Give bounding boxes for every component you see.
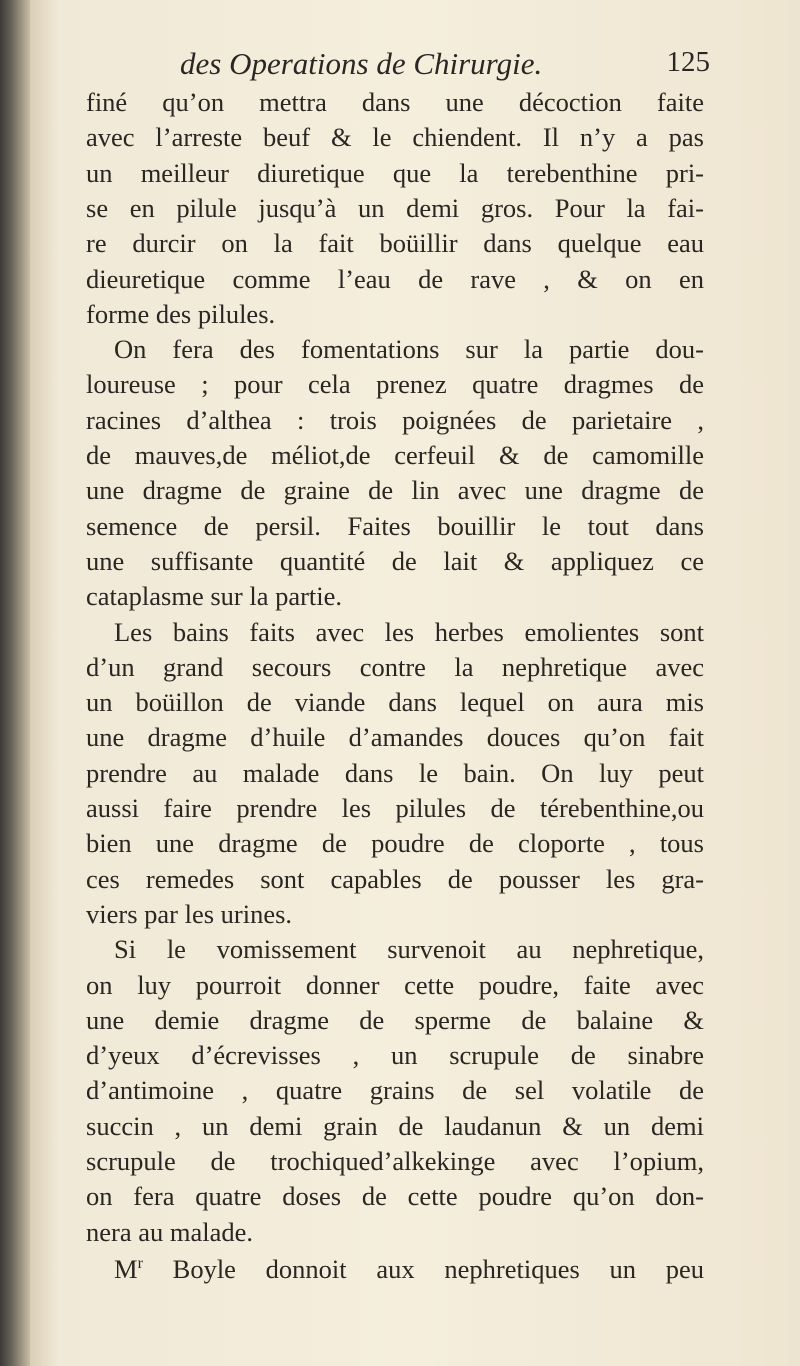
running-head	[180, 46, 710, 86]
running-head-title: des Operations de Chirurgie.	[180, 46, 543, 81]
text-line: d’un grand secours contre la nephretique avec	[86, 651, 704, 682]
text-line-last	[114, 1251, 704, 1287]
text-line: Les bains faits avec les herbes emolientes sont	[114, 616, 704, 647]
text-line: une dragme d’huile d’amandes douces qu’on fait	[86, 722, 704, 753]
text-line: On fera des fomentations sur la partie dou-	[114, 334, 704, 365]
text-line: un boüillon de viande dans lequel on aura mis	[86, 687, 704, 718]
text-line: se en pilule jusqu’à un demi gros. Pour la fai-	[86, 192, 704, 223]
text-line: bien une dragme de poudre de cloporte , tous	[86, 828, 704, 859]
text-line: on fera quatre doses de cette poudre qu’on don-	[86, 1181, 704, 1212]
book-gutter	[0, 0, 30, 1366]
last-line-rest: Boyle donnoit aux nephretiques un peu	[142, 1253, 704, 1284]
text-line: d’antimoine , quatre grains de sel volatile de	[86, 1075, 704, 1106]
text-line: racines d’althea : trois poignées de parietaire ,	[86, 404, 704, 435]
text-line: une dragme de graine de lin avec une dragme de	[86, 475, 704, 506]
text-line: nera au malade.	[86, 1216, 253, 1247]
text-line: prendre au malade dans le bain. On luy peut	[86, 757, 704, 788]
text-line: avec l’arreste beuf & le chiendent. Il n’y a pas	[86, 122, 704, 153]
text-line: Si le vomissement survenoit au nephretique,	[114, 934, 704, 965]
text-line: d’yeux d’écrevisses , un scrupule de sinabre	[86, 1040, 704, 1071]
text-line: une demie dragme de sperme de balaine &	[86, 1004, 704, 1035]
text-line: finé qu’on mettra dans une décoction faite	[86, 87, 704, 117]
text-line: dieuretique comme l’eau de rave , & on en	[86, 263, 704, 294]
last-line-superscript: r	[137, 1255, 143, 1273]
text-line: loureuse ; pour cela prenez quatre dragmes de	[86, 369, 704, 400]
text-line: un meilleur diuretique que la terebenthine pri-	[86, 157, 704, 188]
text-line: de mauves,de méliot,de cerfeuil & de camomille	[86, 440, 704, 470]
text-line: on luy pourroit donner cette poudre, faite avec	[86, 969, 704, 1000]
text-line: semence de persil. Faites bouillir le tout dans	[86, 510, 704, 541]
page-number: 125	[666, 46, 710, 78]
text-line: forme des pilules.	[86, 298, 276, 329]
text-line: cataplasme sur la partie.	[86, 581, 343, 612]
text-line: aussi faire prendre les pilules de térebenthine,ou	[86, 793, 704, 823]
last-line-prefix: M	[114, 1253, 138, 1284]
text-line: viers par les urines.	[86, 898, 293, 929]
text-line: re durcir on la fait boüillir dans quelque eau	[86, 228, 704, 259]
text-line: succin , un demi grain de laudanun & un demi	[86, 1110, 704, 1141]
text-line: une suffisante quantité de lait & appliquez ce	[86, 545, 704, 576]
text-line: scrupule de trochiqued’alkekinge avec l’opium,	[86, 1146, 704, 1176]
text-line: ces remedes sont capables de pousser les gra-	[86, 863, 704, 894]
